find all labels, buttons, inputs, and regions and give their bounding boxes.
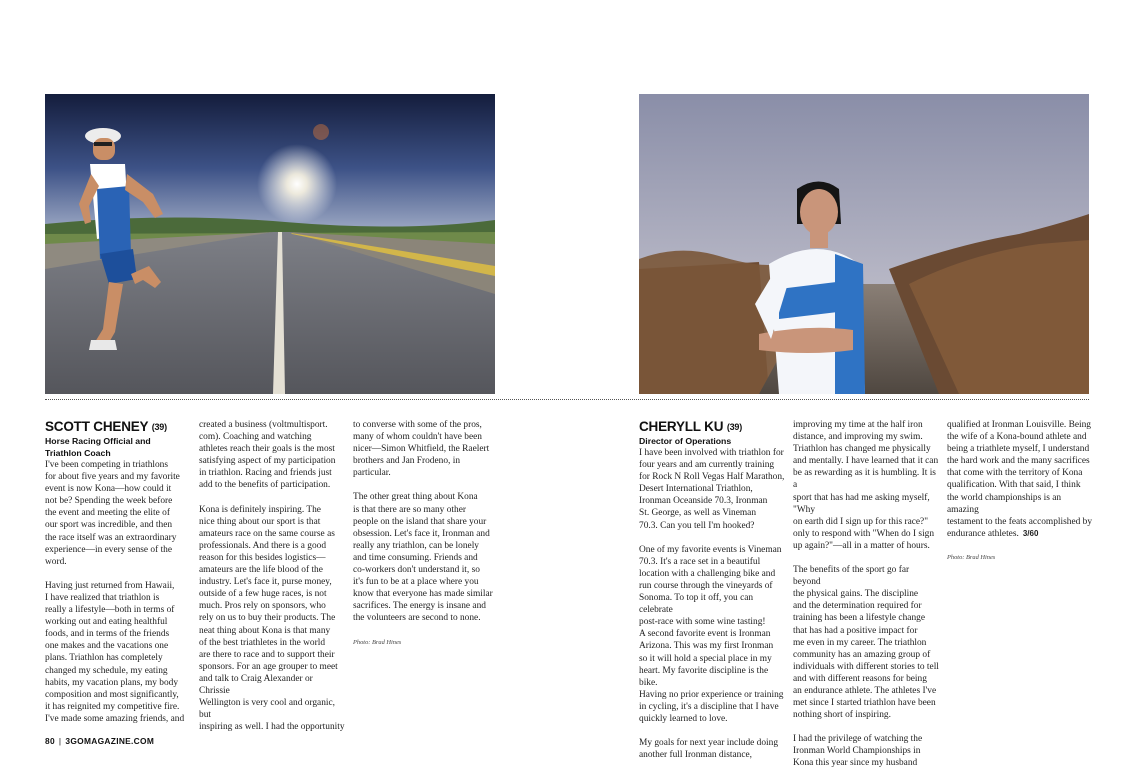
end-signature: 3/60 — [1022, 528, 1039, 538]
ku-paragraph: One of my favorite events is Vineman 70.3. It's a race set in a beautiful location with a challenging bike and run course through the vineyards of Sonoma. To top it off, you can celebrate post-race with some wine tasting! — [639, 544, 782, 628]
cheney-photo-credit: Photo: Brad Hines — [353, 638, 402, 646]
magazine-website: 3GOMAGAZINE.COM — [65, 736, 155, 746]
ku-closing-text: qualified at Ironman Louisville. Being the wife of a Kona-bound athlete and being a triathlete myself, I understand the hard work and the many sacrifices that come with the territory of Kona qualification. With that said, I think the world championships is an amazing testament to the feats accomplished by endurance athletes. — [947, 420, 1093, 539]
ku-paragraph: improving my time at the half iron distance, and improving my swim. Triathlon has changed me physically and mentally. I have learned that it can be as rewarding as it is humbling. It is a sport that has had me asking myself, "Why on earth did I sign up for this race?" only to respond with "When do I sign up again?"—all in a matter of hours. — [793, 420, 939, 551]
ku-paragraph: A second favorite event is Ironman Arizona. This was my first Ironman so it will hold a special place in my heart. My favorite discipline is the bike. Having no prior experience or training in cycling, it's a discipline that I have quickly learned to love. — [639, 629, 784, 724]
ku-paragraph — [947, 419, 1093, 540]
cheney-role: Horse Racing Official and Triathlon Coach — [45, 436, 151, 458]
ku-paragraph: I have been involved with triathlon for four years and am currently training for Rock N Roll Vegas Half Marathon, Desert International Triathlon, Ironman Oceanside 70.3, Ironman St. George, as well as Vineman 70.3. Can you tell I'm hooked? — [639, 448, 785, 531]
cheney-column-3 — [353, 419, 498, 661]
ku-photo-credit: Photo: Brad Hines — [947, 553, 996, 561]
cheney-paragraph: The other great thing about Kona is that there are so many other people on the island that share your obsession. Let's face it, Ironman and really any triathlon, can be lonely and time consuming. Friends and co-workers don't understand it, so it's fun to be at a place where you know that everyone has made similar sacrifices. The energy is insane and the volunteers are second to none. — [353, 492, 493, 624]
cheney-paragraph: I've been competing in triathlons for about five years and my favorite event is now Kona—how could it not be? Spending the week before the event and meeting the elite of our sport was incredible, and then the race itself was an extraordinary experience—in every sense of the word. — [45, 460, 180, 567]
cheney-column-2 — [199, 419, 345, 733]
cheney-paragraph: Having just returned from Hawaii, I have realized that triathlon is really a lifestyle—both in terms of working out and eating healthful foods, and in terms of the friends one makes and the vacations one plans. Triathlon has completely changed my schedule, my eating habits, my vacation plans, my body composition and most significantly, it has reignited my competitive fire. I've made some amazing friends, and — [45, 580, 185, 724]
folio-separator: | — [58, 736, 62, 746]
ku-name-heading — [639, 419, 785, 435]
runner-on-highway-photo — [45, 94, 495, 394]
ku-name: CHERYLL KU — [639, 419, 724, 434]
ku-age: (39) — [726, 422, 743, 432]
cheney-name-heading — [45, 419, 190, 435]
ku-role: Director of Operations — [639, 436, 732, 446]
page-folio — [45, 736, 154, 746]
ku-paragraph: My goals for next year include doing another full Ironman distance, — [639, 738, 779, 761]
cheney-age: (39) — [151, 422, 167, 432]
cheney-column-1 — [45, 419, 190, 725]
cheney-name: SCOTT CHENEY — [45, 419, 149, 434]
section-divider — [45, 399, 1089, 400]
ku-column-2 — [793, 419, 939, 770]
cheney-paragraph: Kona is definitely inspiring. The nice thing about our sport is that amateurs race on the same course as professionals. And there is a good reason for this besides logistics— amateurs are the life blood of the industry. Let's face it, purse money, outside of a few huge races, is not much. Pros rely on sponsors, who rely on us to buy their products. The neat thing about Kona is that many of the best triathletes in the world are there to race and to support their sponsors. For an age grouper to meet and talk to Craig Alexander or Chrissie Wellington is very cool and organic, but inspiring as well. I had the opportunity — [199, 504, 345, 733]
ku-paragraph: I had the privilege of watching the Ironman World Championships in Kona this year since my husband — [793, 734, 923, 769]
ku-paragraph: The benefits of the sport go far beyond the physical gains. The discipline and the determination required for training has been a lifestyle change that has had a positive impact for me even in my career. The triathlon community has an amazing group of individuals with different stories to tell and with different reasons for being an endurance athlete. The athletes I've met since I started triathlon have been nothing short of inspiring. — [793, 565, 939, 721]
cheney-paragraph: to converse with some of the pros, many of whom couldn't have been nicer—Simon Whitfield, the Raelert brothers and Jan Frodeno, in particular. — [353, 420, 490, 479]
ku-column-1 — [639, 419, 785, 761]
cheney-paragraph: created a business (voltmultisport. com). Coaching and watching athletes reach their goals is the most satisfying aspect of my participation in triathlon. Racing and friends just add to the benefits of participation. — [199, 420, 336, 491]
page-number: 80 — [45, 736, 55, 746]
ku-column-3 — [947, 419, 1093, 576]
woman-in-cycling-jersey-photo — [639, 94, 1089, 394]
